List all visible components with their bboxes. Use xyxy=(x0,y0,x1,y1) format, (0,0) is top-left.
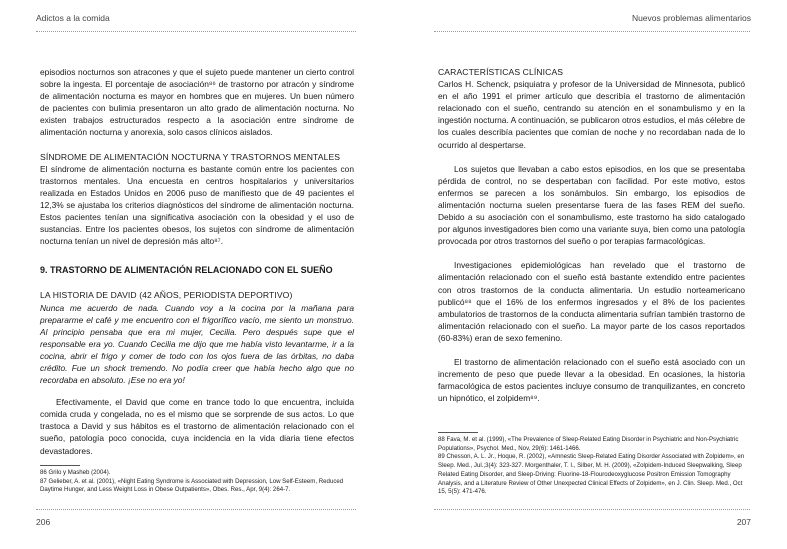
paragraph: El trastorno de alimentación relacionado con el sueño está asociado con un incremento de peso que puede llevar a la obesidad. En ocasiones, la historia farmacológica de estos pacientes incluye consumo de tranquilizantes, en concreto un hipnótico, el zolpidem⁸⁹. xyxy=(438,356,745,404)
footnotes xyxy=(40,469,354,495)
right-page xyxy=(394,0,787,549)
footnote: 89 Chesson, A. L. Jr., Hoque, R. (2002), «Amnestic Sleep-Related Eating Disorder Associated with Zolpidem», en Sleep. Med., Jul.;3(4): 323-327. Morgenthaler, T. I., Silber, M. H. (2009), «Zolpidem-Induced Sleepwalking, Sleep Related Eating Disorder, and Sleep-Driving: Fluorine-18-Flourodeoxyglucose Positron Emission Tomography Analysis, and a Literature Review of Other Unexpected Clinical Effects of Zolpidem», en J. Clin. Sleep. Med., Oct 15, 5(5): 471-476. xyxy=(438,453,745,496)
left-body xyxy=(40,66,354,457)
footnote: 87 Gelieber, A. et al. (2001), «Night Eating Syndrome is Associated with Depression, Low Self-Esteem, Reduced Daytime Hunger, and Less Weight Loss in Obese Outpatients», Obes. Res., Apr, 9(4): 264-7. xyxy=(40,477,344,494)
running-head: Nuevos problemas alimentarios xyxy=(631,13,751,23)
page-number: 206 xyxy=(36,517,51,527)
paragraph: Carlos H. Schenck, psiquiatra y profesor de la Universidad de Minnesota, publicó en el año 1991 el primer artículo que describía el trastorno de alimentación relacionado con el sueño, centrando su atención en el sonambulismo y en la ingestión nocturna. A continuación, se publicaron otros estudios, el más célebre de los cuales describía pacientes que comían de noche y no recordaban nada de lo ocurrido al despertarse. xyxy=(438,79,745,150)
header-rule xyxy=(36,31,356,32)
subheading: LA HISTORIA DE DAVID (42 AÑOS, PERIODISTA DEPORTIVO) xyxy=(40,290,293,301)
right-body xyxy=(438,66,745,404)
left-page xyxy=(0,0,393,549)
paragraph: Investigaciones epidemiológicas han revelado que el trastorno de alimentación relacionado con el sueño está bastante extendido entre pacientes con otros trastornos de la conducta alimentaria. Un estudio norteamericano publicó⁸⁸ que el 16% de los enfermos ingresados y el 8% de los pacientes ambulatorios de trastornos de la conducta alimentaria sufrían también trastorno de alimentación relacionado con el sueño. La mayor parte de los casos reportados (60-83%) eran de sexo femenino. xyxy=(438,260,745,343)
quote: Nunca me acuerdo de nada. Cuando voy a la cocina por la mañana para prepararme el café y me encuentro con el frigorífico vacío, me siento un monstruo. Al principio pensaba que era mi mujer, Cecilia. Pero después supe que el responsable era yo. Cuando Cecilia me dijo que me había visto levantarme, ir a la cocina, abrir el frigo y comer de todo con los ojos fuera de las órbitas, no daba crédito. Fue un shock tremendo. No podía creer que había hecho algo que no recordaba en absoluto. ¡Ese no era yo! xyxy=(40,302,354,386)
subheading: CARACTERÍSTICAS CLÍNICAS xyxy=(438,67,564,77)
section-title: 9. TRASTORNO DE ALIMENTACIÓN RELACIONADO CON EL SUEÑO xyxy=(40,265,333,276)
running-head: Adictos a la comida xyxy=(36,13,110,23)
footer-rule xyxy=(434,509,750,510)
footer-rule xyxy=(36,509,356,510)
paragraph: episodios nocturnos son atracones y que el sujeto puede mantener un cierto control sobre la ingesta. El porcentaje de asociación⁸⁶ de trastorno por atracón y síndrome de alimentación nocturna es mayor en hombres que en mujeres. Un buen número de pacientes con bulimia presentaron un alto grado de alimentación nocturna. No existen trabajos estructurados respecto a la asociación entre síndrome de alimentación nocturna y anorexia, solo casos clínicos aislados. xyxy=(40,67,354,138)
paragraph: Efectivamente, el David que come en trance todo lo que encuentra, incluida comida cruda y congelada, no es el mismo que se sorprende de sus actos. Lo que trastoca a David y sus hábitos es el trastorno de alimentación relacionado con el sueño, patología poco conocida, cuya incidencia en la vida diaria tiene efectos devastadores. xyxy=(40,397,354,456)
paragraph: El síndrome de alimentación nocturna es bastante común entre los pacientes con trastornos mentales. Una encuesta en centros hospitalarios y universitarios realizada en Estados Unidos en 2006 puso de manifiesto que de 49 pacientes el 12,3% se ajustaba los criterios diagnósticos del síndrome de alimentación nocturna. Estos pacientes tenían una significativa asociación con la obesidad y el uso de sustancias. Entre los pacientes obesos, los sujetos con síndrome de alimentación nocturna tenían un nivel de depresión más alto⁸⁷. xyxy=(40,163,354,247)
header-rule xyxy=(434,31,750,32)
footnote: 88 Fava, M. et al. (1999), «The Prevalence of Sleep-Related Eating Disorder in Psychiatric and Non-Psychiatric Populations», Psychol. Med., Nov, 29(6): 1461-1466. xyxy=(438,436,739,452)
footnote: 86 Grilo y Masheb (2004). xyxy=(40,469,111,476)
footnotes xyxy=(438,436,745,497)
page-number: 207 xyxy=(736,517,751,527)
paragraph: Los sujetos que llevaban a cabo estos episodios, en los que se presentaba pérdida de control, no se despertaban con facilidad. Por este motivo, estos enfermos se parecen a los sonámbulos. Sin embargo, los episodios de alimentación nocturna suelen presentarse fuera de las fases REM del sueño. Debido a su asociación con el sonambulismo, este trastorno ha sido catalogado por algunos investigadores bien como una variante suya, bien como una patología provocada por otros trastornos del sueño o por terapias farmacológicas. xyxy=(438,163,745,247)
subheading: SÍNDROME DE ALIMENTACIÓN NOCTURNA Y TRASTORNOS MENTALES xyxy=(40,151,341,162)
footnote-rule xyxy=(40,465,80,466)
footnote-rule xyxy=(438,432,478,433)
